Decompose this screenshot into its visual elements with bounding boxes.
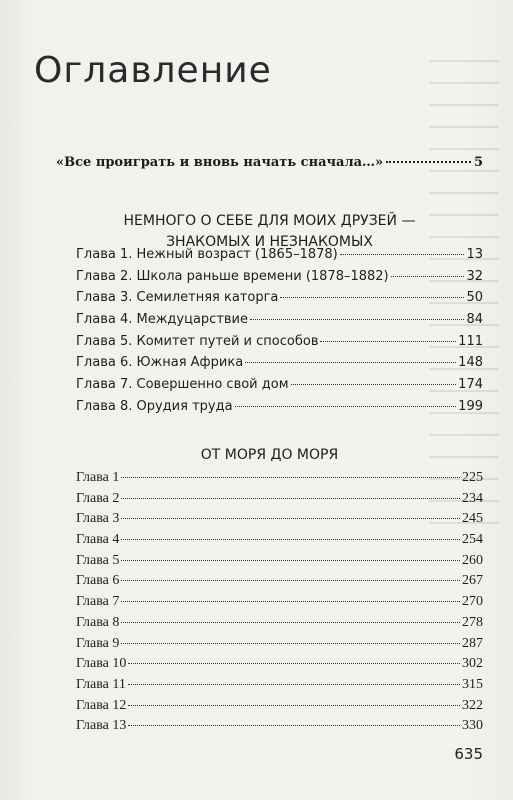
toc-entry-page-number: 330 (462, 718, 483, 734)
intro-entry[interactable] (56, 155, 483, 170)
toc-entry-page-number: 267 (462, 573, 483, 589)
toc-entry[interactable] (76, 636, 483, 657)
toc-entry-label: Глава 6. Южная Африка (76, 355, 244, 371)
toc-entry-label: Глава 7 (76, 594, 120, 610)
toc-entry-label: Глава 12 (76, 697, 127, 713)
intro-page-number: 5 (473, 155, 483, 170)
toc-entry-label: Глава 7. Совершенно свой дом (76, 377, 289, 393)
toc-entry-page-number: 84 (466, 312, 483, 328)
dot-leader (245, 362, 456, 363)
toc-entry-page-number: 287 (462, 635, 483, 651)
toc-entry[interactable] (76, 594, 483, 615)
toc-entry-page-number: 260 (462, 552, 483, 568)
toc-entry-label: Глава 1. Нежный возраст (1865–1878) (76, 247, 338, 262)
dot-leader (121, 580, 460, 581)
toc-entry-label: Глава 3 (76, 511, 120, 527)
toc-entry[interactable] (76, 290, 483, 312)
dot-leader (291, 384, 457, 385)
section-heading-line: ОТ МОРЯ ДО МОРЯ (200, 447, 339, 463)
toc-entry[interactable] (76, 334, 483, 356)
toc-entry-label: Глава 11 (76, 676, 126, 692)
toc-entry[interactable] (76, 511, 483, 532)
toc-entry-label: Глава 6 (76, 573, 120, 589)
toc-entry[interactable] (76, 269, 483, 291)
toc-entry-label: Глава 2 (76, 490, 120, 506)
toc-entry-page-number: 50 (466, 290, 483, 306)
toc-entry[interactable] (76, 677, 483, 698)
dot-leader (121, 477, 460, 478)
toc-entry[interactable] (76, 312, 483, 334)
intro-label: «Все проиграть и вновь начать сначала…» (56, 155, 384, 170)
toc-entry[interactable] (76, 698, 483, 719)
toc-entry[interactable] (76, 247, 483, 269)
toc-entry-page-number: 322 (462, 697, 483, 713)
toc-entry[interactable] (76, 656, 483, 677)
dot-leader (121, 601, 460, 602)
dot-leader (121, 560, 460, 561)
dot-leader (320, 341, 456, 342)
toc-entry-label: Глава 5 (76, 552, 120, 568)
dot-leader (121, 643, 460, 644)
toc-entry-page-number: 270 (462, 594, 483, 610)
toc-entry-page-number: 13 (466, 247, 483, 262)
toc-entry-label: Глава 3. Семилетняя каторга (76, 290, 279, 306)
toc-entry-label: Глава 8. Орудия труда (76, 398, 233, 414)
toc-entry[interactable] (76, 377, 483, 399)
toc-list-section-1 (76, 247, 483, 421)
toc-entry-page-number: 315 (462, 676, 483, 692)
toc-entry-label: Глава 1 (76, 470, 120, 485)
dot-leader (391, 276, 465, 277)
dot-leader (128, 663, 460, 664)
section-heading-line: ЗНАКОМЫХ И НЕЗНАКОМЫХ (166, 234, 373, 250)
toc-list-section-2 (76, 470, 483, 739)
dot-leader (386, 161, 471, 163)
dot-leader (121, 518, 460, 519)
toc-entry[interactable] (76, 718, 483, 739)
toc-entry-page-number: 111 (458, 333, 483, 349)
dot-leader (121, 539, 460, 540)
toc-entry-page-number: 174 (458, 377, 483, 393)
section-heading-line: НЕМНОГО О СЕБЕ ДЛЯ МОИХ ДРУЗЕЙ — (123, 213, 416, 229)
toc-entry-label: Глава 8 (76, 614, 120, 630)
toc-entry-page-number: 32 (466, 268, 483, 284)
toc-entry-label: Глава 2. Школа раньше времени (1878–1882) (76, 268, 389, 284)
toc-entry-label: Глава 10 (76, 656, 127, 672)
page-title: Оглавление (34, 50, 272, 91)
dot-leader (128, 684, 460, 685)
dot-leader (280, 297, 464, 298)
toc-entry-label: Глава 9 (76, 635, 120, 651)
dot-leader (128, 705, 460, 706)
toc-entry[interactable] (76, 399, 483, 421)
toc-entry-page-number: 225 (462, 470, 483, 485)
dot-leader (121, 622, 460, 623)
dot-leader (250, 319, 464, 320)
toc-entry-page-number: 254 (462, 532, 483, 548)
toc-entry-page-number: 199 (458, 398, 483, 414)
dot-leader (128, 725, 460, 726)
toc-entry[interactable] (76, 553, 483, 574)
toc-entry-page-number: 148 (458, 355, 483, 371)
dot-leader (340, 254, 465, 255)
toc-entry[interactable] (76, 470, 483, 491)
toc-entry-page-number: 302 (462, 656, 483, 672)
dot-leader (121, 498, 460, 499)
section-heading-2 (56, 445, 483, 466)
toc-entry-label: Глава 4. Междуцарствие (76, 312, 249, 328)
toc-entry-page-number: 234 (462, 490, 483, 506)
toc-entry[interactable] (76, 532, 483, 553)
toc-entry[interactable] (76, 491, 483, 512)
page-number: 635 (454, 745, 483, 763)
toc-entry-page-number: 278 (462, 614, 483, 630)
toc-entry-label: Глава 13 (76, 718, 127, 734)
toc-entry[interactable] (76, 615, 483, 636)
toc-entry-label: Глава 5. Комитет путей и способов (76, 333, 319, 349)
toc-entry[interactable] (76, 355, 483, 377)
toc-entry-label: Глава 4 (76, 532, 120, 548)
toc-entry-page-number: 245 (462, 511, 483, 527)
dot-leader (235, 406, 457, 407)
toc-entry[interactable] (76, 573, 483, 594)
